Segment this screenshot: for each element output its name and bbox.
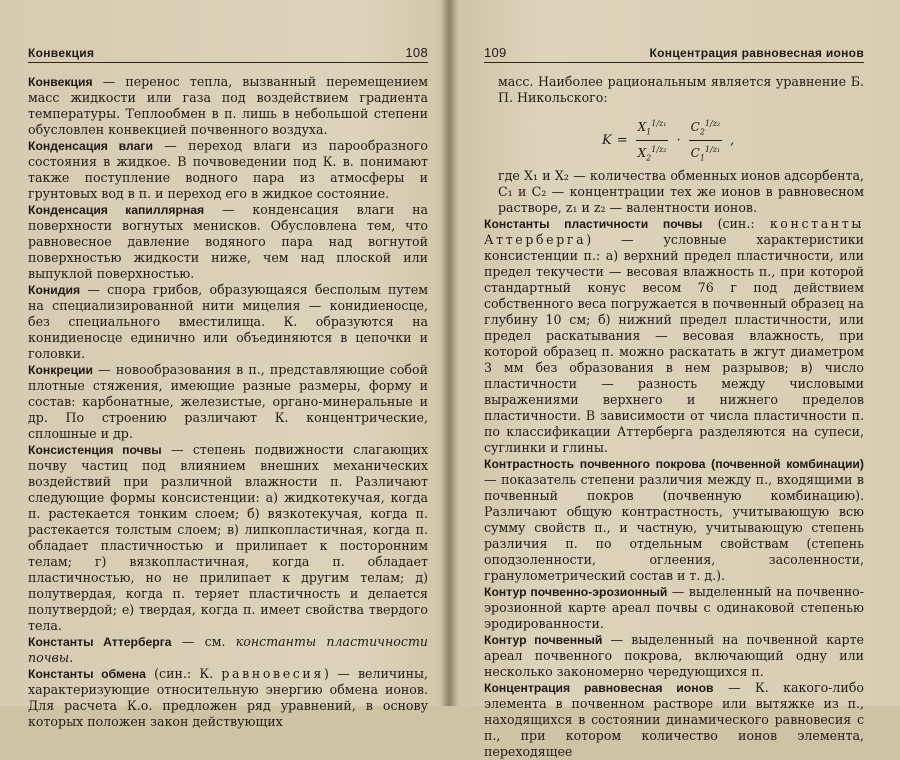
equation-body: K = $\frac{X_1^{1/z_1}}{X_2^{1/z_2}}$ · $\frac{C_2^{1/z_2}}{C_1^{1/z_1}}$ , xyxy=(602,116,739,166)
entry-kondensatsiya-vlagi: Конденсация влаги — переход влаги из парообразного состояния в жидкое. В почвоведении под К. в. понимают также поступление водного пара из атмосферы и грунтовых вод в п. и переход его в жидкое состояние. xyxy=(28,138,428,201)
left-header-rule xyxy=(28,62,428,63)
right-header-rule xyxy=(484,62,864,63)
right-running-title: Концентрация равновесная ионов xyxy=(649,46,864,60)
entry-konstanty-atterberga: Константы Аттерберга — см. константы пластичности почвы. xyxy=(28,634,428,665)
book-gutter xyxy=(440,0,458,706)
entry-kondensatsiya-kapillyarnaya: Конденсация капиллярная — конденсация влаги на поверхности вогнутых менисков. Обусловлена тем, что равновесное давление водяного пара над вогнутой поверхностью жидкости ниже, чем над плоской или выпуклой поверхностью. xyxy=(28,202,428,281)
right-page xyxy=(484,0,864,759)
entry-kontur-erozionnyi: Контур почвенно-эрозионный — выделенный на почвенно-эрозионной карте ареал почвы с одинаковой степенью эродированности. xyxy=(484,584,864,631)
entry-konkretsii: Конкреции — новообразования в п., представляющие собой плотные стяжения, имеющие разные размеры, форму и состав: карбонатные, железистые, органо-минеральные и др. По строению различают К. концентрические, сплошные и др. xyxy=(28,362,428,441)
entry-kontur-pochvennyi: Контур почвенный — выделенный на почвенной карте ареал почвенного покрова, включающий одну или несколько закономерно чередующихся п. xyxy=(484,632,864,679)
left-page xyxy=(28,0,429,729)
nikolsky-equation xyxy=(484,106,864,168)
left-running-head xyxy=(28,40,428,60)
entry-kontsentratsiya-ionov: Концентрация равновесная ионов — К. какого-либо элемента в почвенном растворе или вытяжке из п., находящихся в состоянии динамического равновесия с п., при котором количество ионов элемента, переходящее xyxy=(484,680,864,759)
fraction-x: $\frac{X_1^{1/z_1}}{X_2^{1/z_2}}$ xyxy=(636,116,669,166)
left-page-number: 108 xyxy=(405,45,428,60)
left-text-column xyxy=(28,74,428,730)
right-page-number: 109 xyxy=(484,45,507,60)
fraction-c: $\frac{C_2^{1/z_2}}{C_1^{1/z_1}}$ xyxy=(689,116,723,166)
formula-explanation: где X₁ и X₂ — количества обменных ионов адсорбента, C₁ и C₂ — концентрации тех же ионов в равновесном растворе, z₁ и z₂ — валентности ионов. xyxy=(498,168,864,215)
entry-konsistentsiya-pochvy: Консистенция почвы — степень подвижности слагающих почву частиц под влиянием внешних механических воздействий при различной влажности п. Различают следующие формы консистенции: а) жидкотекучая, когда п. растекается тонким слоем; б) вязкотекучая, когда п. растекается толстым слоем; в) липкопластичная, когда п. обладает пластичностью и прилипает к посторонним телам; г) вязкопластичная, когда п. обладает пластичностью, но не прилипает к другим телам; д) полутвердая, когда п. теряет пластичность и делается полутвердой; е) твердая, когда п. имеет свойства твердого тела. xyxy=(28,442,428,633)
entry-konstanty-obmena: Константы обмена (син.: К. равновесия) — величины, характеризующие относительную энергию обмена ионов. Для расчета К.о. предложен ряд уравнений, в основу которых положен закон действующих xyxy=(28,666,429,729)
continued-paragraph: масс. Наиболее рациональным является уравнение Б. П. Никольского: xyxy=(498,74,864,105)
entry-konidiya: Конидия — спора грибов, образующаяся бесполым путем на специализированной нити мицелия — конидиеносце, без специального вместилища. К. образуются на конидиеносце единично или объединяются в цепочки и головки. xyxy=(28,282,428,361)
cross-reference: константы пластичности почвы. xyxy=(28,634,428,665)
right-text-column xyxy=(484,74,864,760)
entry-kontrastnost: Контрастность почвенного покрова (почвенной комбинации) — показатель степени различия между п., входящими в почвенный покров (почвенную комбинацию). Различают общую контрастность, учитывающую всю сумму свойств п., и частную, учитывающую степень различия п. по отдельным свойствам (степень оподзоленности, оглеения, засоленности, гранулометрический состав и т. д.). xyxy=(484,457,864,583)
left-running-title: Конвекция xyxy=(28,46,95,60)
right-running-head xyxy=(484,40,864,60)
entry-konvektsiya: Конвекция — перенос тепла, вызванный перемещением масс жидкости или газа под воздействием градиента температуры. Теплообмен в п. лишь в небольшой степени обусловлен конвекцией почвенного воздуха. xyxy=(28,74,428,137)
entry-konstanty-plastichnosti: Константы пластичности почвы (син.: константы Аттерберга) — условные характеристики консистенции п.: а) верхний предел пластичности, или предел текучести — весовая влажность п., при которой стандартный конус весом 76 г под действием собственного веса погружается в почвенный образец на глубину 10 см; б) нижний предел пластичности, или предел раскатывания — весовая влажность, при которой образец п. можно раскатать в жгут диаметром 3 мм без образования в нем разрывов; в) число пластичности — разность между числовыми выражениями верхнего и нижнего пределов пластичности. В зависимости от числа пластичности п. по классификации Аттерберга разделяются на супеси, суглинки и глины. xyxy=(484,216,864,455)
